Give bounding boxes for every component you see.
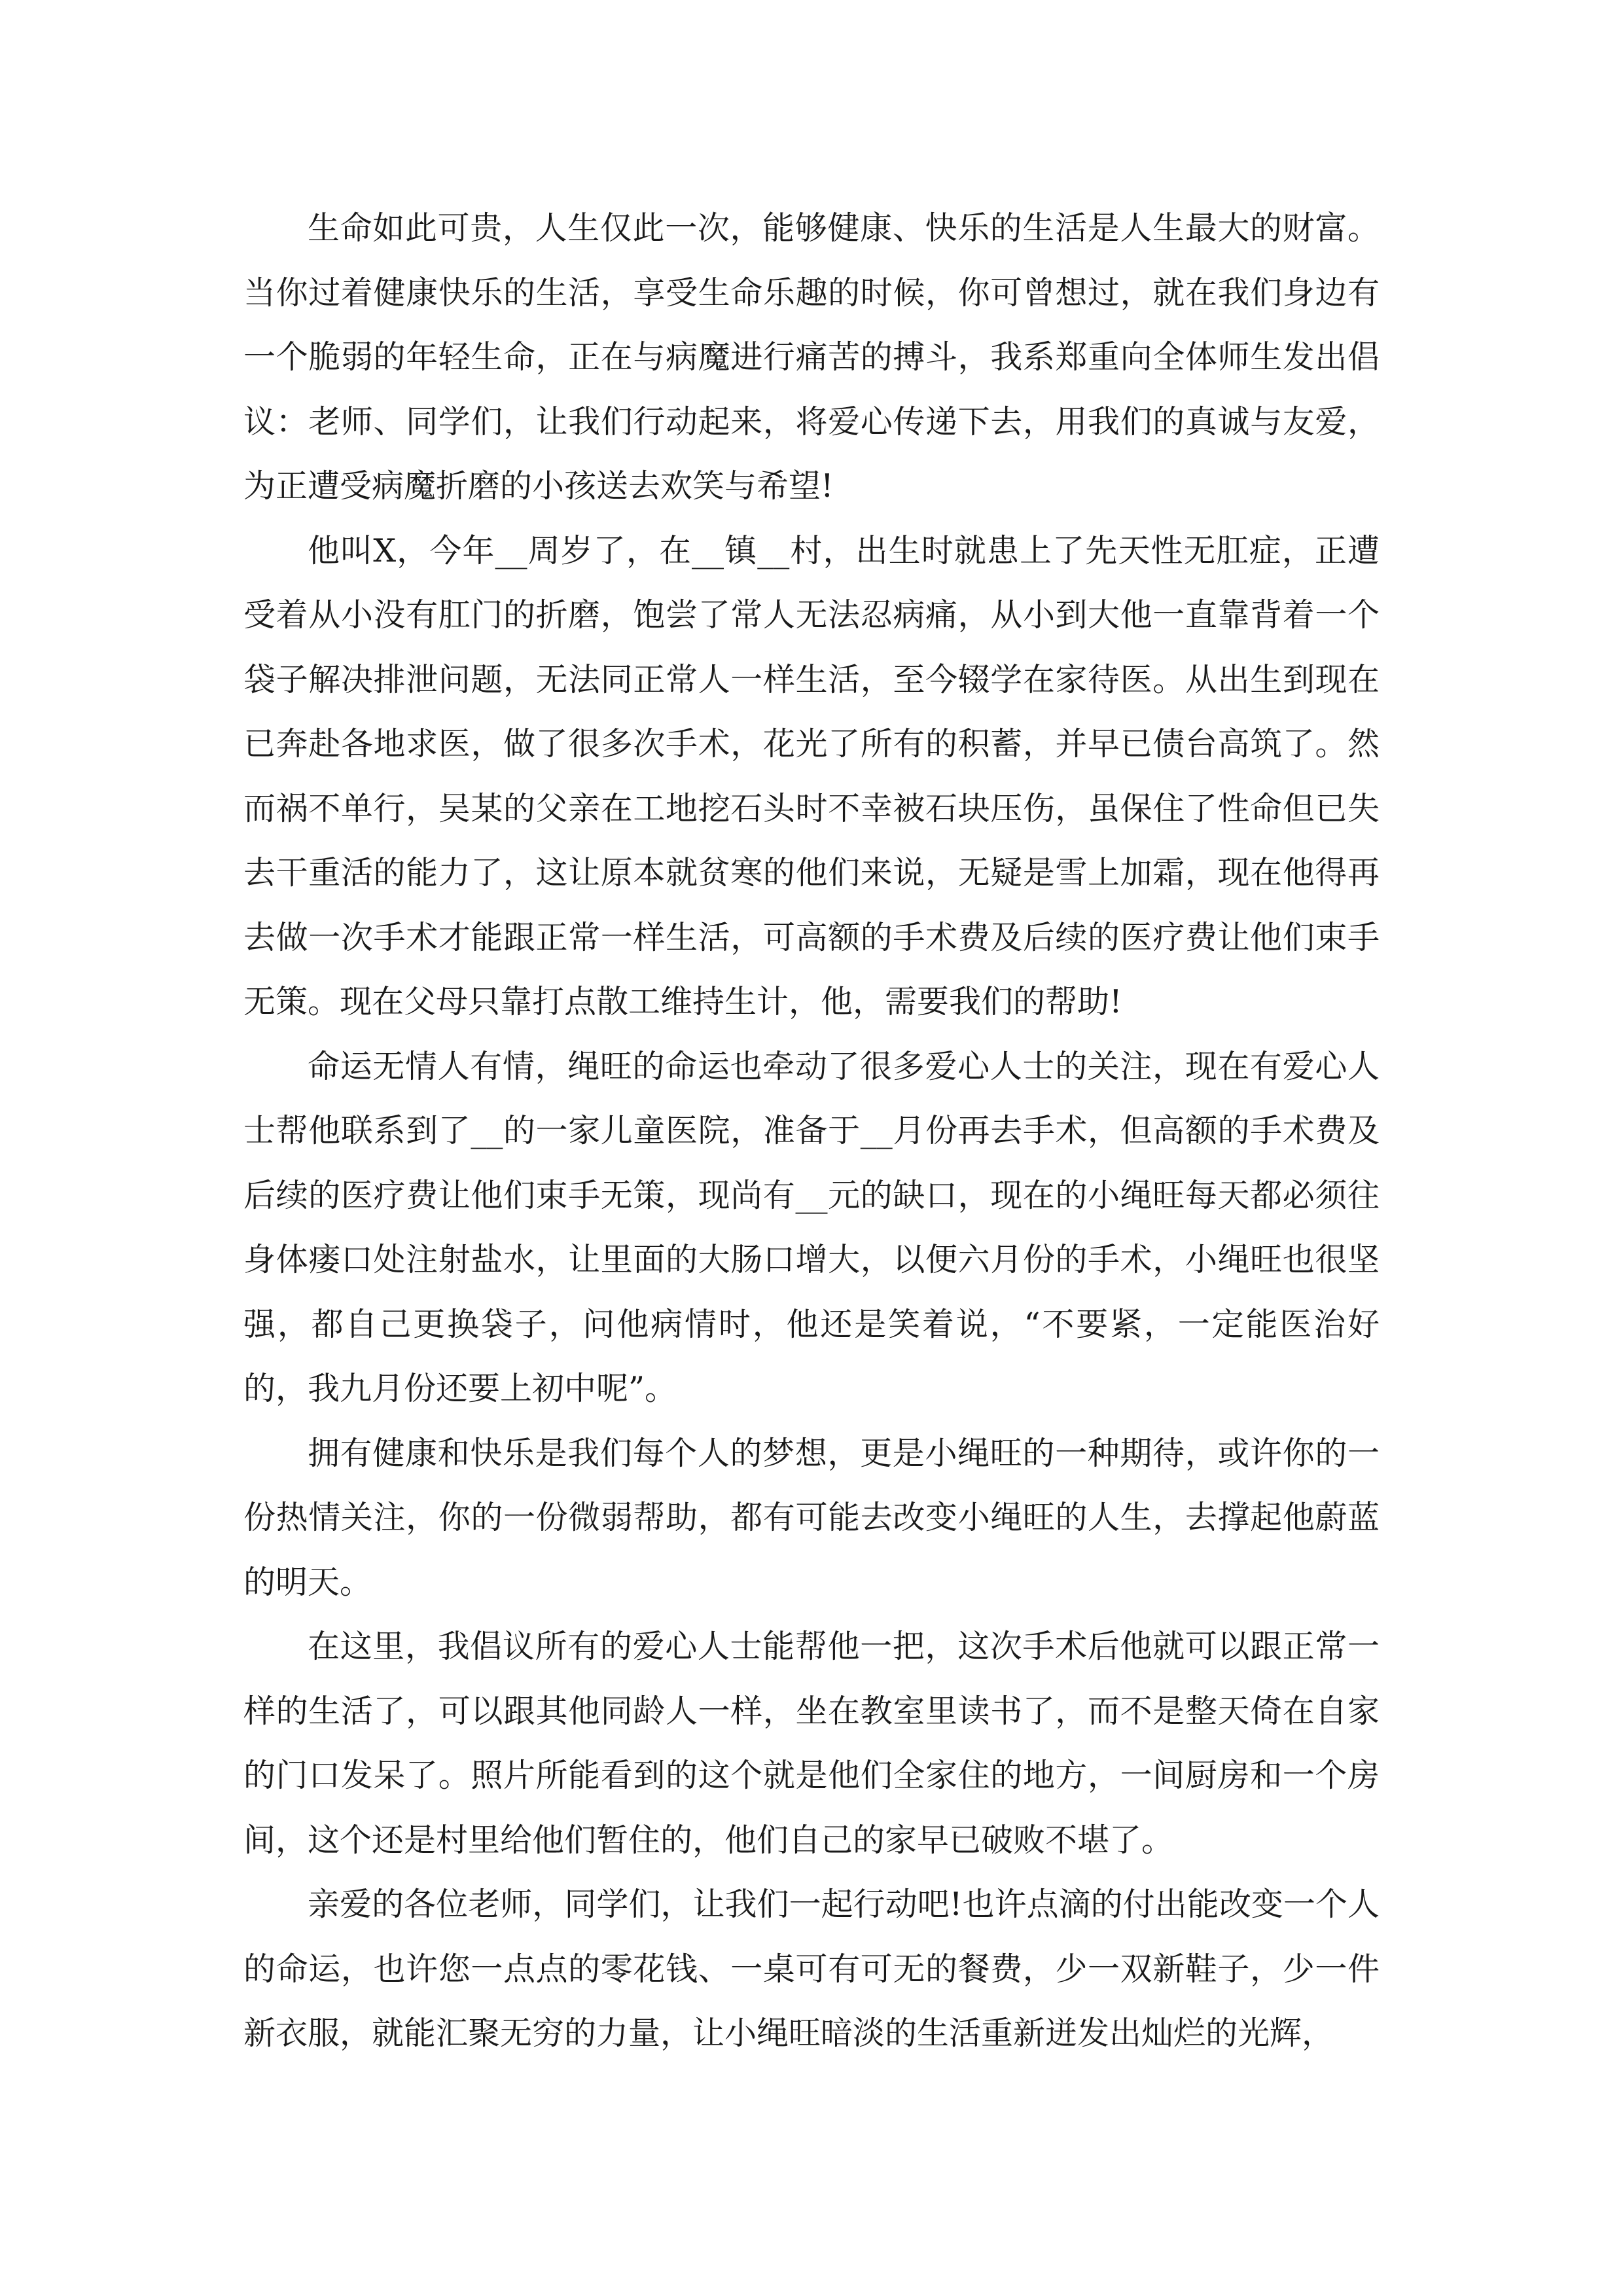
paragraph-2: 他叫X，今年__周岁了，在__镇__村，出生时就患上了先天性无肛症，正遭受着从小没有肛门的折磨，饱尝了常人无法忍病痛，从小到大他一直靠背着一个袋子解决排泄问题，无法同正常人一样生活，至今辍学在家待医。从出生到现在已奔赴各地求医，做了很多次手术，花光了所有的积蓄，并早已债台高筑了。然而祸不单行，吴某的父亲在工地挖石头时不幸被石块压伤，虽保住了性命但已失去干重活的能力了，这让原本就贫寒的他们来说，无疑是雪上加霜，现在他得再去做一次手术才能跟正常一样生活，可高额的手术费及后续的医疗费让他们束手无策。现在父母只靠打点散工维持生计，他，需要我们的帮助! [243,531,1380,1020]
paragraph-3: 命运无情人有情，绳旺的命运也牵动了很多爱心人士的关注，现在有爱心人士帮他联系到了__的一家儿童医院，准备于__月份再去手术，但高额的手术费及后续的医疗费让他们束手无策，现尚有__元的缺口，现在的小绳旺每天都必须往身体瘘口处注射盐水，让里面的大肠口增大，以便六月份的手术，小绳旺也很坚强，都自己更换袋子，问他病情时，他还是笑着说，“不要紧，一定能医治好的，我九月份还要上初中呢”。 [243,1047,1380,1407]
document-body [243,196,1380,2066]
paragraph-1: 生命如此可贵，人生仅此一次，能够健康、快乐的生活是人生最大的财富。当你过着健康快乐的生活，享受生命乐趣的时候，你可曾想过，就在我们身边有一个脆弱的年轻生命，正在与病魔进行痛苦的搏斗，我系郑重向全体师生发出倡议：老师、同学们，让我们行动起来，将爱心传递下去，用我们的真诚与友爱，为正遭受病魔折磨的小孩送去欢笑与希望! [243,209,1380,505]
paragraph-6: 亲爱的各位老师，同学们，让我们一起行动吧!也许点滴的付出能改变一个人的命运，也许您一点点的零花钱、一桌可有可无的餐费，少一双新鞋子，少一件新衣服，就能汇聚无穷的力量，让小绳旺暗淡的生活重新迸发出灿烂的光辉， [243,1886,1380,2052]
paragraph-4: 拥有健康和快乐是我们每个人的梦想，更是小绳旺的一种期待，或许你的一份热情关注，你的一份微弱帮助，都有可能去改变小绳旺的人生，去撑起他蔚蓝的明天。 [243,1434,1380,1601]
paragraph-5: 在这里，我倡议所有的爱心人士能帮他一把，这次手术后他就可以跟正常一样的生活了，可以跟其他同龄人一样，坐在教室里读书了，而不是整天倚在自家的门口发呆了。照片所能看到的这个就是他们全家住的地方，一间厨房和一个房间，这个还是村里给他们暂住的，他们自己的家早已破败不堪了。 [243,1628,1380,1859]
